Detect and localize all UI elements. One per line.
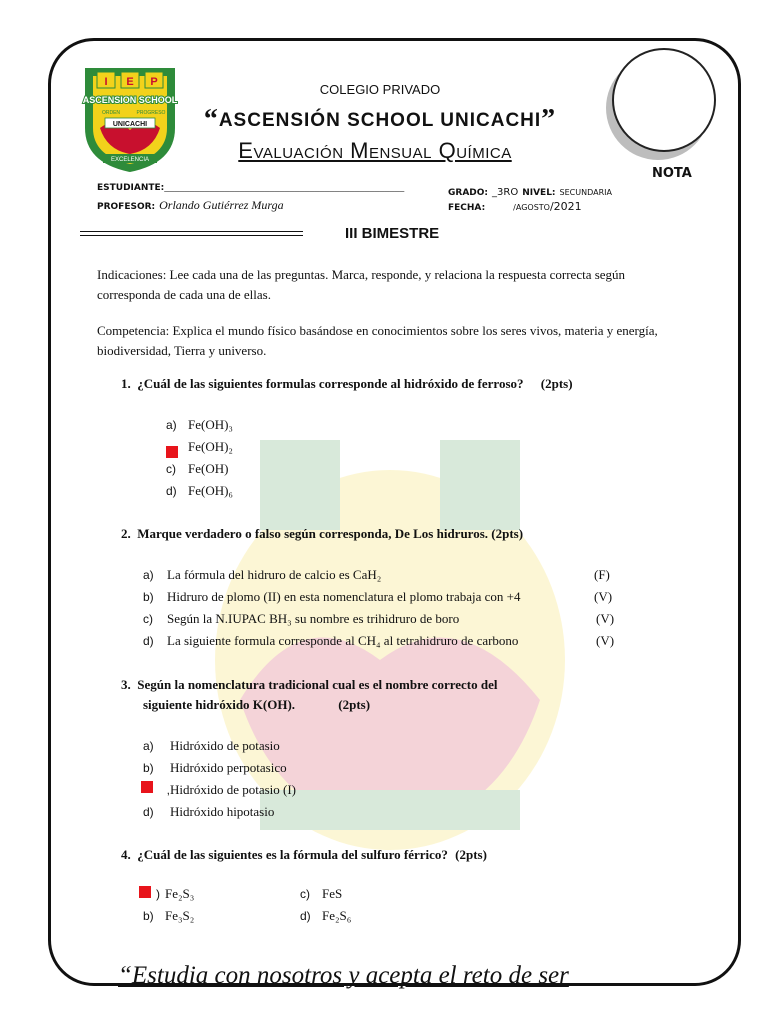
option-text: Hidróxido de potasio [170,738,280,753]
option-text: Fe₂S₆ [322,908,352,923]
logo-bottom-text: EXCELENCIA [110,157,150,163]
indicaciones-text: Indicaciones: Lee cada una de las preguntas. Marca, responde, y relaciona la respuesta correcta según corresponda de cada una de ellas. [97,267,626,302]
school-name [180,104,580,136]
option-label: d) [143,805,154,819]
competencia-text: Competencia: Explica el mundo físico basándose en conocimientos sobre los seres vivos, materia y energía, biodiversidad, Tierra y universo. [97,323,658,358]
fecha-year: /2021 [549,200,582,213]
option-label: b) [143,909,154,923]
option-label: ) [156,887,160,901]
question-1-title [121,376,573,392]
item-text: La siguiente formula corresponde al CH₄ al tetrahidruro de carbono [167,633,519,648]
option-text: Fe(OH)₆ [188,483,233,498]
nivel-label: NIVEL: [522,188,556,198]
grade-circle[interactable] [612,48,716,152]
option-label: c) [166,462,176,476]
question-2-title [121,526,523,542]
option-label: a) [166,418,177,432]
profesor-value: Orlando Gutiérrez Murga [159,198,284,212]
question-1-text: ¿Cuál de las siguientes formulas corresponde al hidróxido de ferroso? [137,376,524,391]
question-4-number: 4. [121,847,131,862]
question-3-option-a[interactable] [143,738,280,754]
question-3-number: 3. [121,677,131,692]
question-3-title [121,677,497,693]
option-text: Hidróxido hipotasio [170,804,275,819]
divider-line-bottom [80,235,303,236]
question-1-option-d[interactable] [166,483,233,499]
item-text: Hidruro de plomo (II) en esta nomenclatura el plomo trabaja con +4 [167,589,521,604]
logo-ribbon-right: PROGRESO [136,110,166,116]
fecha-label: FECHA: [448,203,486,213]
option-text: Hidróxido de potasio (I) [170,782,297,797]
question-3-title-line2 [143,697,370,713]
student-label: ESTUDIANTE: [97,183,165,193]
question-4-option-c[interactable] [300,886,342,902]
logo-letter-p: P [150,76,158,88]
question-2-text: Marque verdadero o falso según corresponda, De Los hidruros. (2pts) [137,526,524,541]
question-1-points: (2pts) [540,376,573,391]
item-label: d) [143,634,154,648]
question-1-number: 1. [121,376,131,391]
question-2-item-d[interactable] [143,633,643,649]
option-label: a) [143,739,154,753]
option-text: Fe(OH)₂ [188,439,233,454]
question-3-line1: Según la nomenclatura tradicional cual es el nombre correcto del [137,677,498,692]
logo-arc-text: ASCENSION SCHOOL [82,95,178,105]
item-text: La fórmula del hidruro de calcio es CaH₂ [167,567,382,582]
option-text: Fe(OH)₃ [188,417,233,432]
option-label: c) [300,887,310,901]
question-3-option-c[interactable] [143,782,296,798]
question-4-option-b[interactable] [143,908,194,924]
nota-label: NOTA [652,166,692,181]
option-text: Hidróxido perpotasico [170,760,287,775]
colegio-label: COLEGIO PRIVADO [319,82,441,97]
divider-line-top [80,231,303,232]
question-1-option-a[interactable] [166,417,233,433]
question-1-option-c[interactable] [166,461,228,477]
question-3-option-d[interactable] [143,804,274,820]
nivel-value: SECUNDARIA [559,188,612,197]
logo-letter-e: E [126,76,134,88]
option-text: Fe(OH) [188,461,229,476]
question-4-title [121,847,487,863]
fecha-month: /AGOSTO [513,203,550,212]
date-row [448,197,582,215]
grado-label: GRADO: [448,188,489,198]
bimestre-heading: III BIMESTRE [345,225,440,242]
student-field[interactable]: ________________________________________________ [164,182,405,193]
logo-ribbon-left: ORDEN [101,110,121,116]
question-3-option-b[interactable] [143,760,287,776]
question-4-points: (2pts) [455,847,487,862]
logo-center-text: UNICACHI [112,121,148,128]
question-2-answer-b[interactable]: (V) [594,589,613,604]
school-logo [75,58,185,174]
question-2-answer-a[interactable]: (F) [594,567,610,582]
logo-letter-i: I [104,76,108,88]
question-2-answer-c[interactable]: (V) [596,611,615,626]
option-text: Fe₃S₂ [165,908,195,923]
student-row [97,182,404,193]
question-2-number: 2. [121,526,131,541]
question-4-text: ¿Cuál de las siguientes es la fórmula del sulfuro férrico? [137,847,448,862]
school-name-text: ASCENSIÓN SCHOOL UNICACHI [218,110,542,131]
answer-mark [139,886,151,898]
answer-mark [141,781,153,793]
option-label: , [166,783,170,797]
question-3-line2: siguiente hidróxido K(OH). [143,697,296,712]
option-text: FeS [322,886,343,901]
item-label: a) [143,568,154,582]
school-close-quote: ” [541,104,557,135]
question-2-answer-d[interactable]: (V) [596,633,615,648]
footer-quote: “Estudia con nosotros y acepta el reto de ser [118,962,569,989]
question-2-item-a[interactable] [143,567,643,583]
profesor-label: PROFESOR: [97,202,156,212]
option-text: Fe₂S₃ [165,886,195,901]
question-4-option-d[interactable] [300,908,351,924]
teacher-row [97,196,284,214]
question-2-item-c[interactable] [143,611,643,627]
item-text: Según la N.IUPAC BH₃ su nombre es trihidruro de boro [167,611,460,626]
option-label: d) [300,909,311,923]
school-open-quote: “ [203,104,219,135]
option-label: b) [143,761,154,775]
question-2-item-b[interactable] [143,589,643,605]
evaluation-title: Evaluación Mensual Química [238,138,512,163]
item-label: b) [143,590,154,604]
grado-value: _3RO [492,187,519,198]
question-3-points: (2pts) [338,697,371,712]
option-label: d) [166,484,177,498]
item-label: c) [143,612,153,626]
answer-mark [166,446,178,458]
